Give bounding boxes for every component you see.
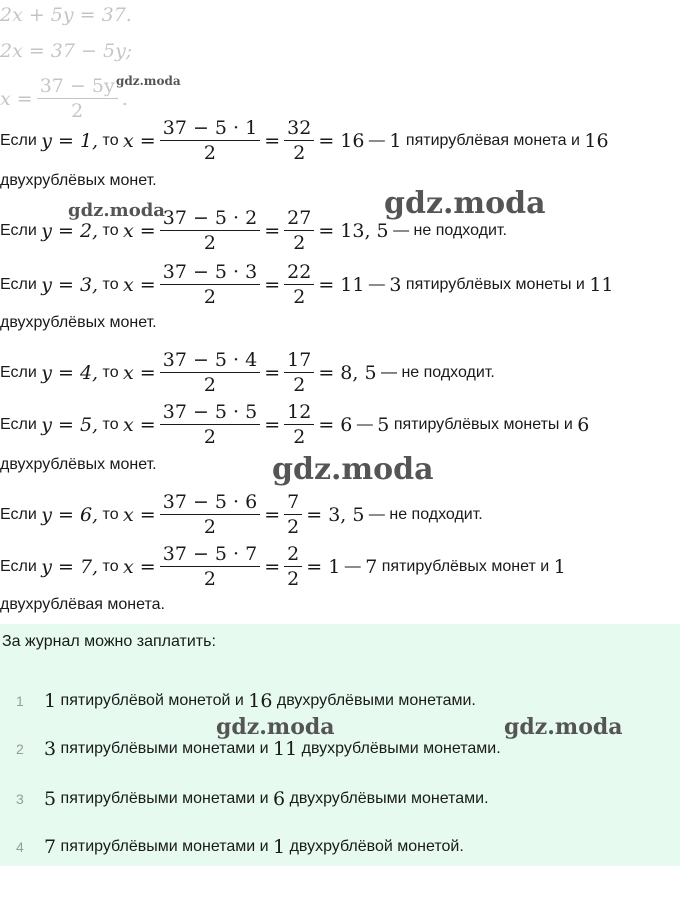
equals-sign: =	[264, 219, 281, 242]
if-label: Если	[0, 131, 37, 149]
dash: —	[344, 557, 361, 575]
then-label: то	[102, 557, 119, 575]
case-text: двухрублёвых монет.	[0, 172, 157, 189]
fraction-denominator: 2	[284, 140, 314, 164]
result: = 11	[318, 273, 365, 296]
coin-count: 11	[273, 738, 298, 760]
fraction-denominator: 2	[284, 372, 314, 396]
then-label: то	[102, 505, 119, 523]
watermark: gdz.moda	[504, 714, 623, 740]
if-label: Если	[0, 275, 37, 293]
answer-item-number: 4	[16, 839, 24, 855]
equation-tail: .	[121, 87, 128, 110]
fraction	[160, 402, 260, 448]
watermark: gdz.moda	[68, 200, 165, 221]
case-row	[0, 492, 483, 538]
coin-count: 16	[584, 129, 609, 152]
fraction	[160, 262, 260, 308]
x-equals: x =	[123, 555, 156, 578]
answer-text: двухрублёвой монетой.	[289, 838, 464, 855]
fraction	[160, 208, 260, 254]
fraction-denominator: 2	[37, 98, 118, 122]
fraction-numerator: 37 − 5 · 7	[162, 543, 258, 565]
fraction	[284, 118, 314, 164]
case-text: пятирублёвых монеты и	[405, 275, 585, 293]
fraction-numerator: 22	[287, 261, 312, 283]
coin-count: 1	[44, 690, 57, 712]
result: = 3, 5	[306, 503, 365, 526]
result: = 16	[318, 129, 365, 152]
fraction-denominator: 2	[284, 230, 314, 254]
coin-count: 7	[44, 836, 57, 858]
fraction	[284, 208, 314, 254]
if-label: Если	[0, 557, 37, 575]
answer-text: пятирублёвыми монетами и	[60, 790, 269, 807]
then-label: то	[102, 221, 119, 239]
equation-text: 2x = 37 − 5y;	[0, 40, 133, 62]
dash: —	[368, 505, 385, 523]
case-continuation	[0, 172, 157, 190]
fraction-numerator: 7	[287, 491, 300, 513]
fraction-numerator: 37 − 5 · 4	[162, 349, 258, 371]
answer-item	[0, 690, 476, 712]
dash: —	[393, 221, 410, 239]
equation-line-1	[0, 4, 132, 26]
condition: y = 4,	[41, 361, 99, 384]
then-label: то	[102, 131, 119, 149]
equals-sign: =	[264, 361, 281, 384]
case-continuation	[0, 314, 157, 332]
condition: y = 2,	[41, 219, 99, 242]
case-text: не подходит.	[413, 221, 507, 239]
coin-count: 6	[273, 788, 286, 810]
fraction-numerator: 27	[287, 207, 312, 229]
answer-item	[0, 836, 464, 858]
equation-line-3	[0, 76, 128, 122]
fraction-numerator: 37 − 5 · 1	[162, 117, 258, 139]
fraction	[160, 544, 260, 590]
condition: y = 7,	[41, 555, 99, 578]
case-text: двухрублёвая монета.	[0, 596, 165, 613]
result: = 8, 5	[318, 361, 377, 384]
case-text: не подходит.	[401, 363, 495, 381]
fraction-numerator: 17	[287, 349, 312, 371]
fraction-denominator: 2	[160, 566, 260, 590]
answer-title: За журнал можно заплатить:	[2, 633, 216, 650]
answer-item-number: 2	[16, 741, 24, 757]
equals-sign: =	[264, 555, 281, 578]
watermark: gdz.moda	[384, 186, 546, 221]
coin-count: 7	[365, 555, 378, 578]
fraction-denominator: 2	[284, 566, 302, 590]
if-label: Если	[0, 415, 37, 433]
condition: y = 1,	[41, 129, 99, 152]
equals-sign: =	[264, 273, 281, 296]
answer-item	[0, 788, 489, 810]
case-text: двухрублёвых монет.	[0, 456, 157, 473]
coin-count: 3	[44, 738, 57, 760]
result: = 6	[318, 413, 353, 436]
fraction	[284, 262, 314, 308]
if-label: Если	[0, 221, 37, 239]
x-equals: x =	[123, 219, 156, 242]
coin-count: 16	[248, 690, 273, 712]
x-equals: x =	[123, 413, 156, 436]
fraction-numerator: 37 − 5 · 6	[162, 491, 258, 513]
case-row	[0, 262, 614, 308]
fraction	[160, 118, 260, 164]
if-label: Если	[0, 363, 37, 381]
coin-count: 5	[44, 788, 57, 810]
x-equals: x =	[123, 361, 156, 384]
watermark: gdz.moda	[272, 452, 434, 487]
answer-text: двухрублёвыми монетами.	[289, 790, 489, 807]
fraction-denominator: 2	[284, 514, 302, 538]
coin-count: 6	[577, 413, 590, 436]
watermark: gdz.moda	[116, 74, 181, 88]
equation-line-2	[0, 40, 132, 62]
coin-count: 1	[389, 129, 402, 152]
case-text: двухрублёвых монет.	[0, 314, 157, 331]
dash: —	[368, 131, 385, 149]
case-text: пятирублёвая монета и	[405, 131, 580, 149]
fraction-numerator: 2	[287, 543, 300, 565]
then-label: то	[102, 415, 119, 433]
fraction-numerator: 32	[287, 117, 312, 139]
case-text: пятирублёвых монет и	[381, 557, 550, 575]
x-equals: x =	[123, 503, 156, 526]
answer-item-number: 1	[16, 693, 24, 709]
fraction-numerator: 37 − 5 · 2	[162, 207, 258, 229]
case-row	[0, 118, 609, 164]
equation-text: 2x + 5y = 37.	[0, 4, 132, 26]
dash: —	[368, 275, 385, 293]
case-text: не подходит.	[389, 505, 483, 523]
then-label: то	[102, 275, 119, 293]
equals-sign: =	[264, 413, 281, 436]
equals-sign: =	[264, 129, 281, 152]
fraction	[284, 350, 314, 396]
fraction	[284, 544, 302, 590]
fraction-denominator: 2	[160, 140, 260, 164]
answer-text: пятирублёвыми монетами и	[60, 740, 269, 757]
answer-text: пятирублёвой монетой и	[60, 692, 244, 709]
condition: y = 6,	[41, 503, 99, 526]
fraction	[37, 76, 118, 122]
x-equals: x =	[123, 129, 156, 152]
case-row	[0, 402, 589, 448]
fraction	[284, 492, 302, 538]
x-equals: x =	[123, 273, 156, 296]
fraction	[284, 402, 314, 448]
case-text: пятирублёвых монеты и	[393, 415, 573, 433]
fraction-denominator: 2	[160, 284, 260, 308]
fraction-denominator: 2	[160, 424, 260, 448]
fraction-denominator: 2	[160, 230, 260, 254]
coin-count: 11	[589, 273, 614, 296]
then-label: то	[102, 363, 119, 381]
fraction	[160, 350, 260, 396]
fraction-numerator: 37 − 5 · 5	[162, 401, 258, 423]
dash: —	[381, 363, 397, 381]
answer-text: пятирублёвыми монетами и	[60, 838, 269, 855]
coin-count: 1	[553, 555, 566, 578]
equals-sign: =	[264, 503, 281, 526]
fraction-denominator: 2	[160, 514, 260, 538]
answer-text: двухрублёвыми монетами.	[276, 692, 476, 709]
fraction-numerator: 12	[287, 401, 312, 423]
dash: —	[356, 415, 373, 433]
case-row	[0, 544, 566, 590]
answer-item	[0, 738, 501, 760]
answer-item-number: 3	[16, 791, 24, 807]
coin-count: 3	[389, 273, 402, 296]
coin-count: 1	[273, 836, 286, 858]
answer-text: двухрублёвыми монетами.	[301, 740, 501, 757]
fraction-denominator: 2	[284, 284, 314, 308]
equation-lhs: x =	[0, 87, 33, 110]
condition: y = 5,	[41, 413, 99, 436]
fraction-numerator: 37 − 5y	[39, 75, 115, 97]
case-continuation	[0, 456, 157, 474]
condition: y = 3,	[41, 273, 99, 296]
coin-count: 5	[377, 413, 390, 436]
fraction	[160, 492, 260, 538]
result: = 13, 5	[318, 219, 389, 242]
case-continuation	[0, 596, 165, 614]
fraction-numerator: 37 − 5 · 3	[162, 261, 258, 283]
result: = 1	[306, 555, 341, 578]
fraction-denominator: 2	[160, 372, 260, 396]
if-label: Если	[0, 505, 37, 523]
case-row	[0, 350, 495, 396]
watermark: gdz.moda	[216, 714, 335, 740]
fraction-denominator: 2	[284, 424, 314, 448]
